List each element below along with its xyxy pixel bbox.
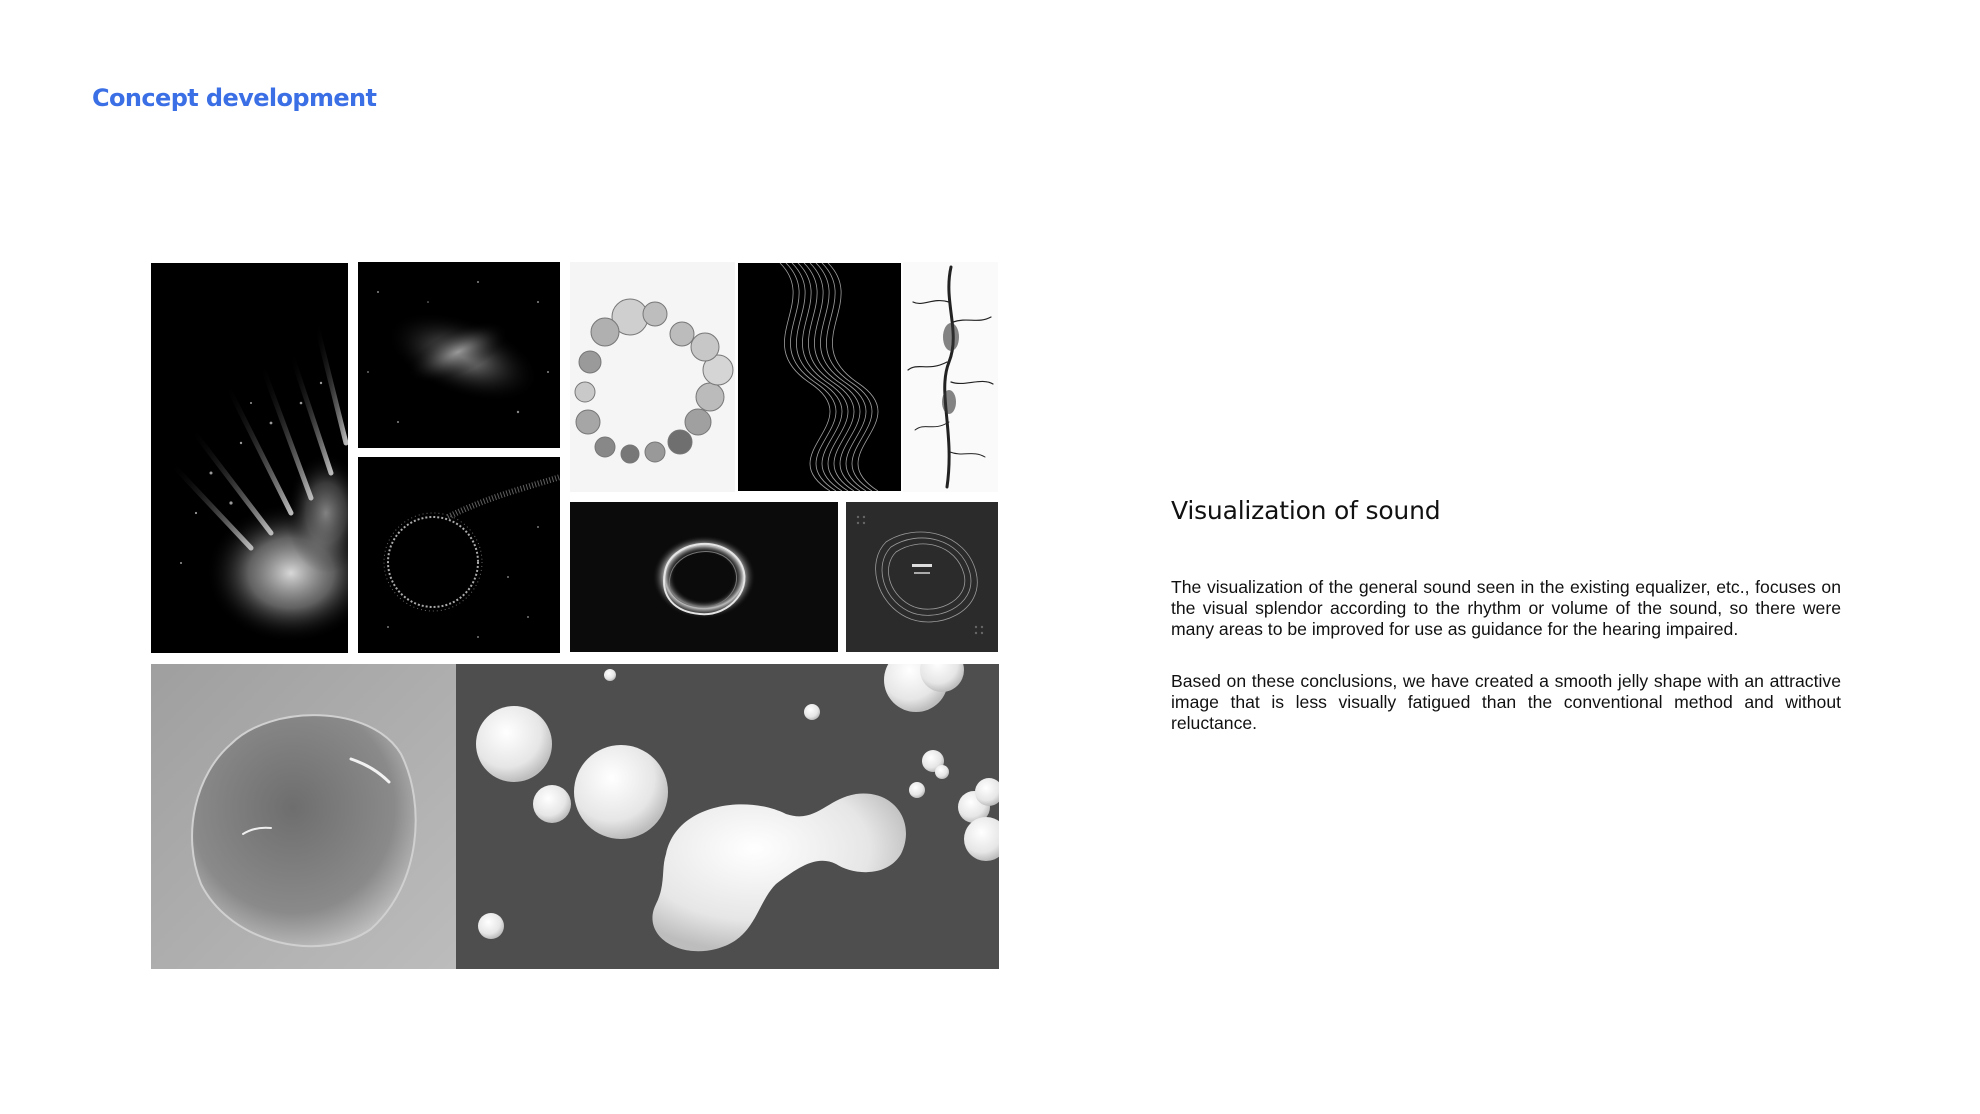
abstract-wave-poster-image xyxy=(846,502,998,652)
wave-lines-image xyxy=(738,263,901,491)
glowing-ring-image xyxy=(570,502,838,652)
section-title: Concept development xyxy=(92,84,377,112)
particle-explosion-image xyxy=(151,263,348,653)
particle-vortex-image xyxy=(358,262,560,448)
floating-spheres-image xyxy=(456,664,999,969)
section-heading: Visualization of sound xyxy=(1171,496,1441,525)
description-paragraph-1: The visualization of the general sound seen in the existing equalizer, etc., focuses on the visual splendor according to the rhythm or volume of the sound, so there were many areas to be improved for use as guidance for the hearing impaired. xyxy=(1171,577,1841,639)
description-paragraph-2: Based on these conclusions, we have created a smooth jelly shape with an attractive image that is less visually fatigued than the conventional method and without reluctance. xyxy=(1171,671,1841,733)
particle-ring-image xyxy=(358,457,560,653)
ink-splash-image xyxy=(903,262,998,492)
bubble-ring-image xyxy=(570,262,735,492)
jelly-blob-image xyxy=(151,664,456,969)
